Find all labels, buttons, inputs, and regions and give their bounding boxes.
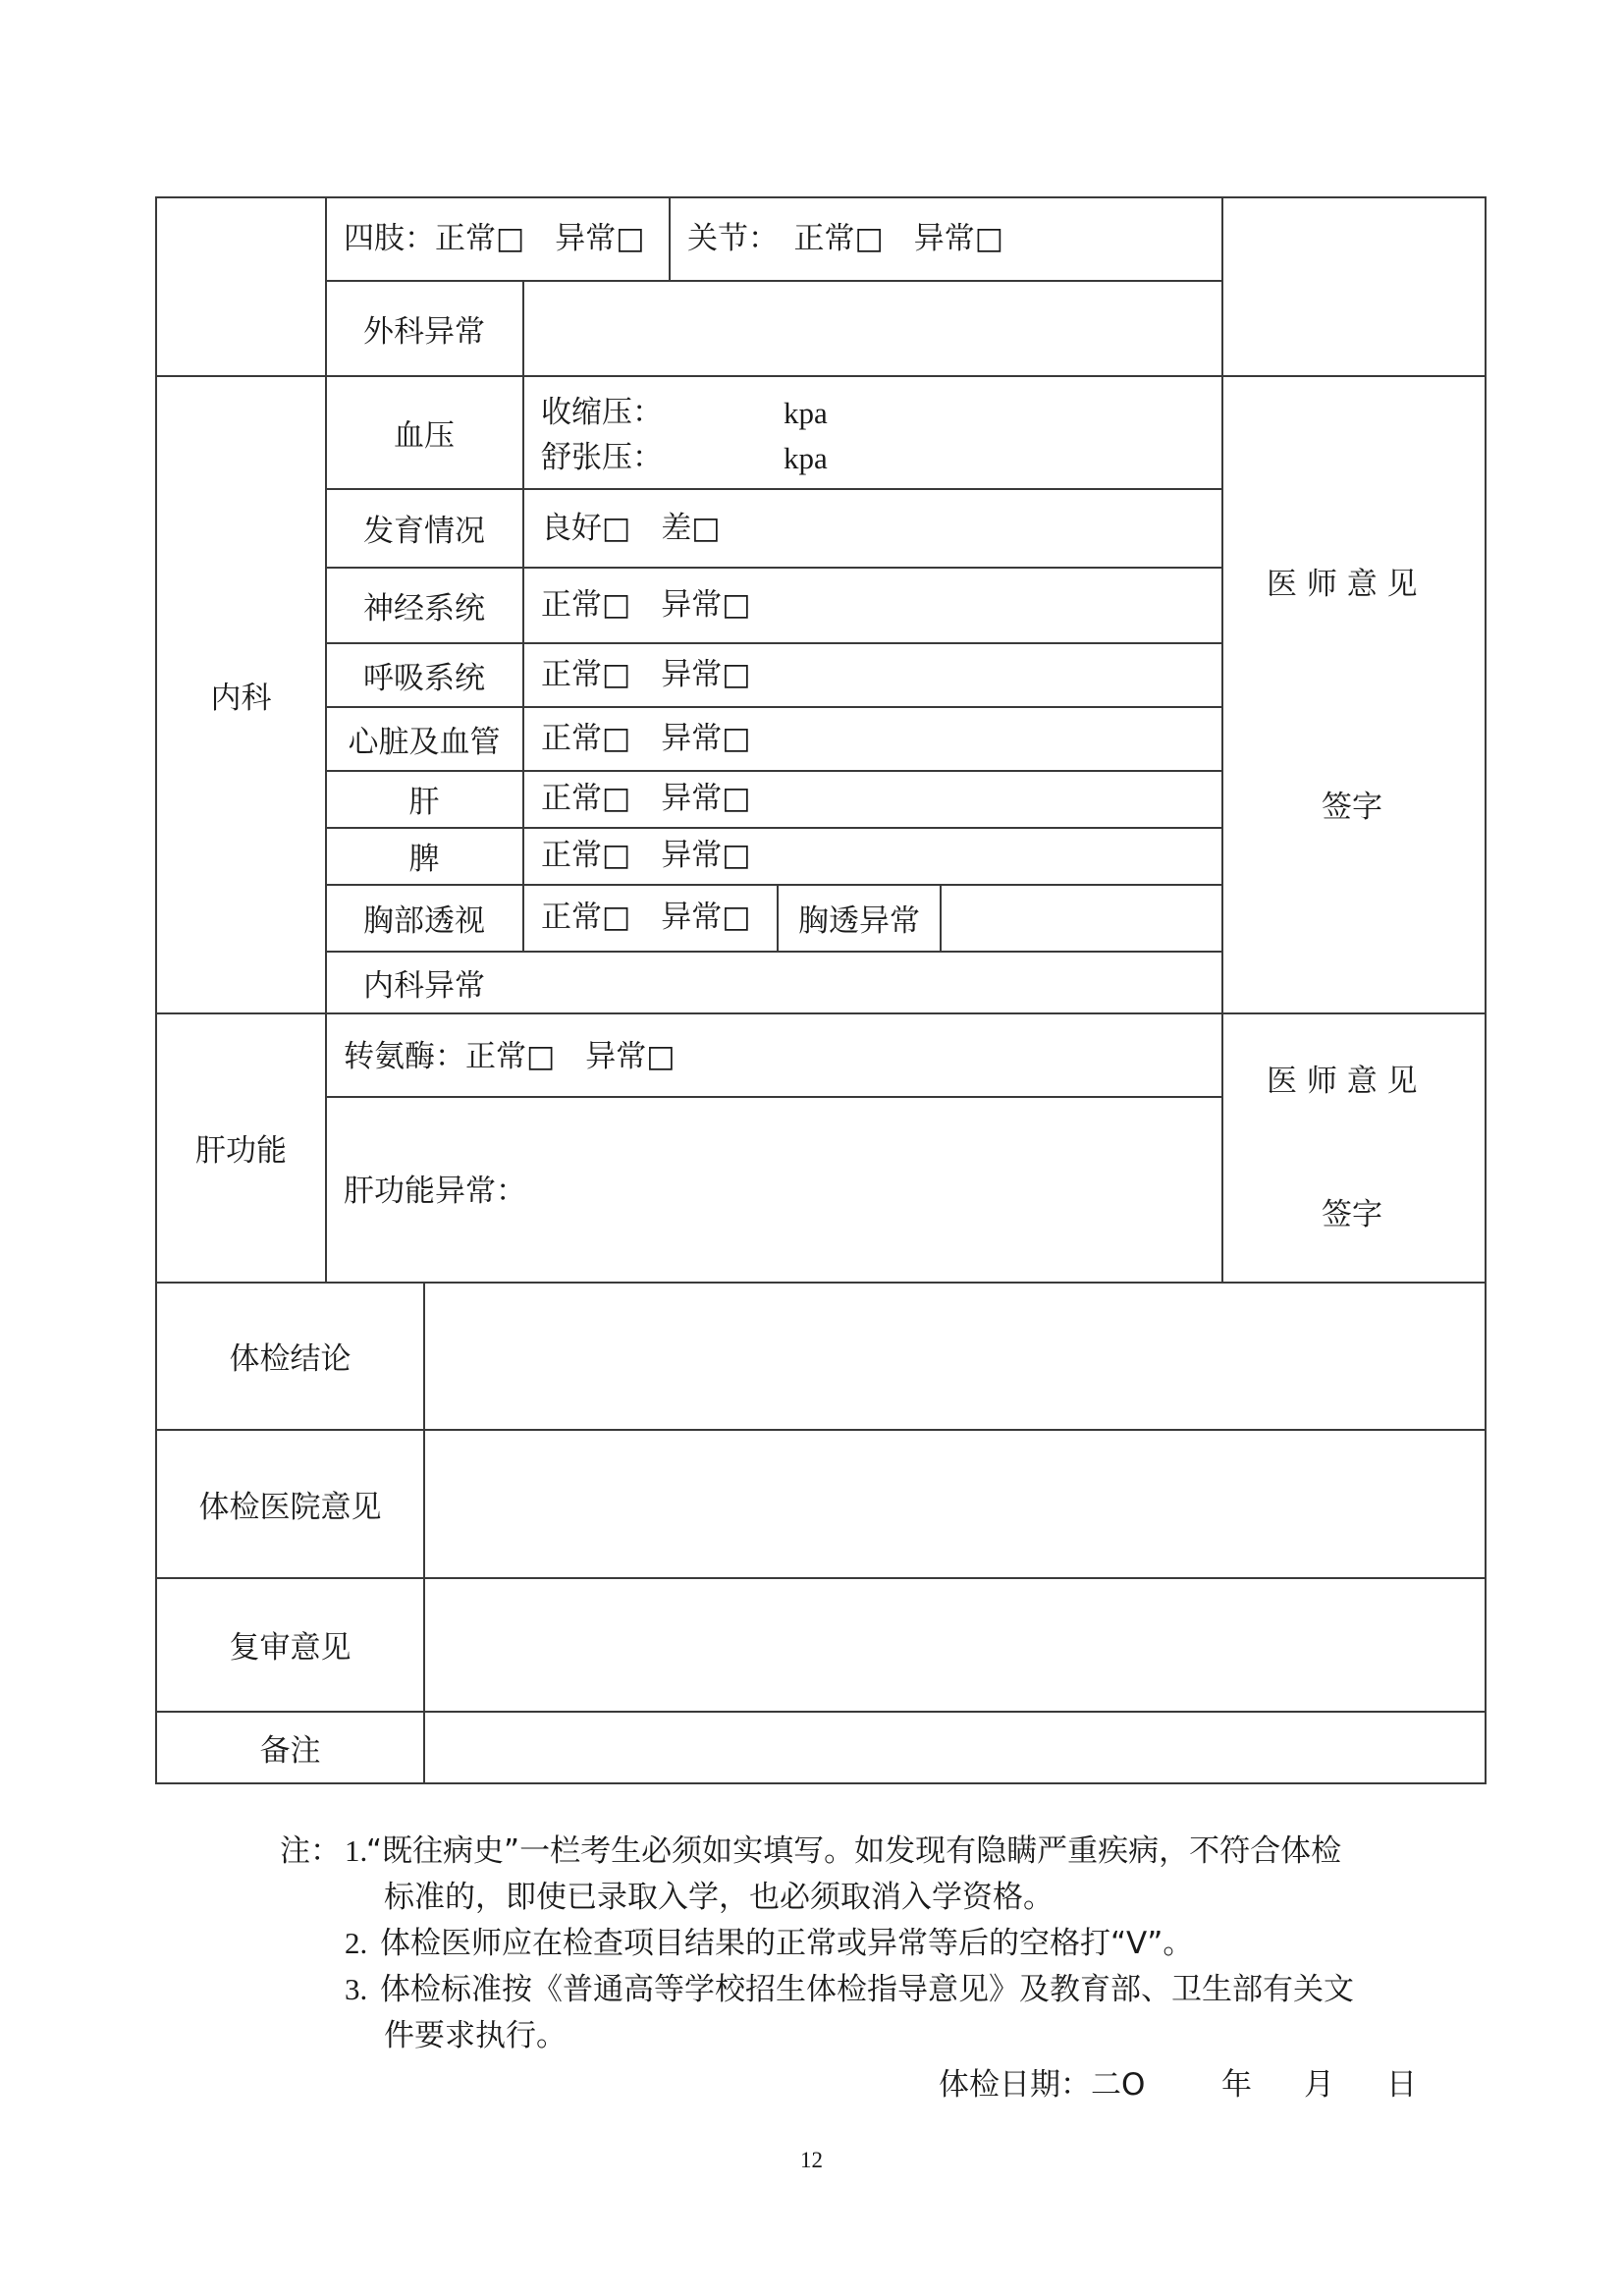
exam-conclusion-label: 体检结论 (229, 1341, 352, 1377)
notes-prefix: 注： (280, 1833, 341, 1869)
chest-xray-label: 胸部透视 (363, 903, 485, 939)
liver-signature: 签字 (1322, 1197, 1382, 1232)
chest-abnormal-input[interactable] (942, 886, 1221, 951)
respiratory-system-label: 呼吸系统 (363, 660, 485, 696)
note-3-line-2: 件要求执行。 (384, 2018, 567, 2053)
spleen-options: 正常□ 异常□ (541, 838, 751, 873)
note-2-number: 2. (345, 1926, 368, 1960)
joints-field: 关节： 正常□ 异常□ (687, 221, 1004, 256)
nervous-system-label: 神经系统 (363, 590, 485, 627)
note-1-line-2: 标准的，即使已录取入学，也必须取消入学资格。 (384, 1880, 1054, 1915)
hospital-opinion-label: 体检医院意见 (198, 1489, 382, 1525)
table-border (1485, 196, 1487, 1784)
nervous-system-options: 正常□ 异常□ (541, 587, 751, 623)
exam-date-month: 月 (1304, 2067, 1334, 2103)
note-3-number: 3. (345, 1972, 368, 2006)
systolic-label: 收缩压： (541, 395, 663, 430)
table-border (155, 196, 1487, 198)
exam-date-label: 体检日期：二O (939, 2067, 1146, 2103)
respiratory-system-options: 正常□ 异常□ (541, 657, 751, 692)
note-2-line: 体检医师应在检查项目结果的正常或异常等后的空格打“V”。 (380, 1926, 1194, 1961)
table-border (155, 1782, 1487, 1784)
internal-section-label: 内科 (210, 680, 272, 716)
spleen-label: 脾 (408, 842, 440, 877)
heart-vessels-label: 心脏及血管 (348, 724, 501, 760)
remarks-input[interactable] (425, 1713, 1485, 1782)
table-rule (669, 196, 671, 282)
internal-abnormal-input[interactable] (524, 953, 1221, 1012)
systolic-unit: kpa (784, 396, 828, 430)
table-rule (522, 280, 524, 952)
liver-function-section-label: 肝功能 (195, 1133, 287, 1169)
remarks-label: 备注 (259, 1732, 321, 1769)
transaminase-field: 转氨酶：正常□ 异常□ (344, 1039, 676, 1074)
chest-xray-options: 正常□ 异常□ (541, 900, 751, 935)
exam-conclusion-input[interactable] (425, 1284, 1485, 1429)
chest-abnormal-label: 胸透异常 (798, 903, 920, 939)
diastolic-unit: kpa (784, 441, 828, 475)
liver-options: 正常□ 异常□ (541, 781, 751, 816)
liver-doctor-opinion: 医 师 意 见 (1267, 1064, 1418, 1099)
table-rule (1221, 196, 1223, 1284)
exam-date-day: 日 (1386, 2067, 1417, 2103)
heart-vessels-options: 正常□ 异常□ (541, 721, 751, 756)
hospital-opinion-input[interactable] (425, 1431, 1485, 1577)
development-options: 良好□ 差□ (541, 511, 721, 546)
table-rule (155, 1012, 1487, 1014)
review-opinion-label: 复审意见 (229, 1630, 352, 1666)
exam-date-year: 年 (1221, 2067, 1252, 2103)
note-1-line-1: “既往病史”一栏考生必须如实填写。如发现有隐瞒严重疾病，不符合体检 (366, 1833, 1342, 1869)
page-number: 12 (800, 2148, 823, 2172)
table-rule (326, 1096, 1223, 1098)
internal-doctor-opinion: 医 师 意 见 (1267, 567, 1418, 602)
surgery-abnormal-label: 外科异常 (363, 313, 485, 350)
note-3-line-1: 体检标准按《普通高等学校招生体检指导意见》及教育部、卫生部有关文 (380, 1972, 1354, 2007)
development-label: 发育情况 (363, 514, 485, 549)
review-opinion-input[interactable] (425, 1579, 1485, 1711)
note-1-number: 1. (345, 1833, 368, 1868)
diastolic-label: 舒张压： (541, 440, 663, 475)
limbs-field: 四肢：正常□ 异常□ (344, 221, 645, 256)
blood-pressure-label: 血压 (394, 417, 455, 454)
liver-label: 肝 (408, 785, 440, 820)
surgery-abnormal-input[interactable] (524, 282, 1221, 375)
internal-signature: 签字 (1322, 790, 1382, 825)
liver-function-abnormal-label: 肝功能异常： (344, 1174, 526, 1209)
internal-abnormal-label: 内科异常 (363, 967, 485, 1004)
